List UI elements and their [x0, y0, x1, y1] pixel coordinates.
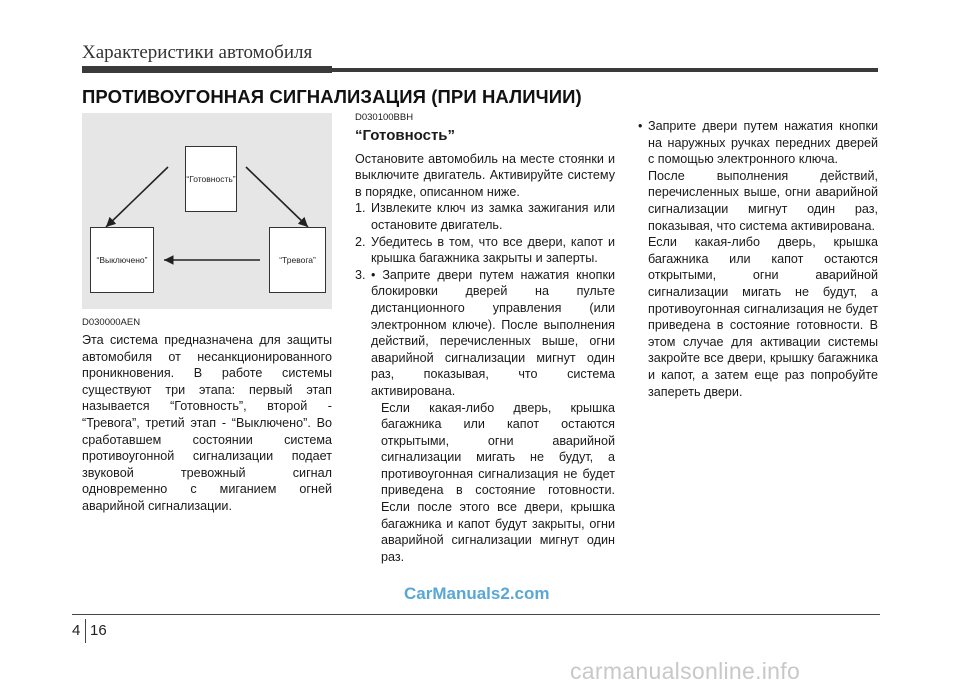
figure-code: D030000AEN	[82, 317, 141, 328]
footer-separator	[85, 619, 86, 643]
list-item	[638, 118, 878, 168]
step-text: Убедитесь в том, что все двери, капот и крышка багажника закрыты и заперты.	[371, 234, 615, 266]
column-2	[355, 112, 615, 565]
step-number: 2.	[355, 234, 366, 249]
chapter-header-title: Характеристики автомобиля	[82, 42, 313, 63]
state-ready-box: “Готовность”	[185, 146, 237, 212]
arrow-ready-to-alarm	[246, 167, 308, 227]
header-rule-accent	[82, 66, 332, 73]
subheading-ready: “Готовность”	[355, 127, 456, 144]
bullet-mark: •	[638, 119, 643, 133]
step-number: 3.	[355, 267, 366, 282]
list-item	[355, 234, 615, 267]
column-1	[82, 332, 332, 515]
bullet-text: Заприте двери путем нажатия кнопки на наружных ручках передних дверей с помощью электронного ключа.	[648, 119, 878, 167]
section-title: ПРОТИВОУГОННАЯ СИГНАЛИЗАЦИЯ (ПРИ НАЛИЧИИ)	[82, 86, 582, 107]
column-3	[638, 118, 878, 400]
steps-list	[355, 200, 615, 399]
alarm-state-diagram	[82, 113, 332, 309]
open-door-paragraph: Если какая-либо дверь, крышка багажника или капот остаются открытыми, огни аварийной сигнализации мигать не будут, а противоугонная сигнализация не будет приведена в состояние готовности. В этом случае для активации системы закройте все двери, крышку багажника и капот, а затем еще раз попробуйте запереть двери.	[648, 235, 878, 399]
chapter-number: 4	[72, 622, 81, 639]
step-text: Извлеките ключ из замка зажигания или остановите двигатель.	[371, 201, 615, 232]
step-number: 1.	[355, 201, 366, 216]
page-number: 16	[90, 622, 107, 639]
footer-rule	[72, 614, 880, 615]
step-continuation: Если какая-либо дверь, крышка багажника или капот остаются открытыми, огни аварийной сигнализации мигать не будут, а противоугонная сигнализация не будет приведена в состояние готовности. Если после этого все двери, крышка багажника и капот будут закрыты, огни аварийной сигнализации мигнут один раз.	[381, 400, 615, 564]
result-paragraph: После выполнения действий, перечисленных выше, огни аварийной сигнализации мигнут один раз, показывая, что система активирована.	[648, 168, 878, 233]
watermark-carmanualsonline: carmanualsonline.info	[570, 658, 801, 684]
watermark-carmanuals2: CarManuals2.com	[404, 584, 550, 603]
state-alarm-box: “Тревога”	[269, 227, 326, 293]
step-text: • Заприте двери путем нажатия кнопки блокировки дверей на пульте дистанционного управления (или электронном ключе). После выполнения действий, перечисленных выше, огни аварийной сигнализации мигнут один раз, показывая, что система активирована.	[371, 267, 615, 398]
arrow-disarmed-to-ready	[106, 167, 168, 227]
state-disarmed-box: “Выключено”	[90, 227, 154, 293]
section-code: D030100BBH	[355, 112, 414, 123]
intro-paragraph: Эта система предназначена для защиты автомобиля от несанкционированного проникновения. В работе системы существуют три этапа: первый этап называется “Готовность”, второй - “Тревога”, третий этап - “Выключено”. Во сработавшем состоянии система противоугонной сигнализации подает звуковой тревожный сигнал одновременно с миганием огней аварийной сигнализации.	[82, 333, 332, 513]
ready-intro: Остановите автомобиль на месте стоянки и выключите двигатель. Активируйте систему в порядке, описанном ниже.	[355, 151, 615, 199]
bullet-list	[638, 118, 878, 168]
list-item	[355, 200, 615, 233]
list-item	[355, 267, 615, 400]
